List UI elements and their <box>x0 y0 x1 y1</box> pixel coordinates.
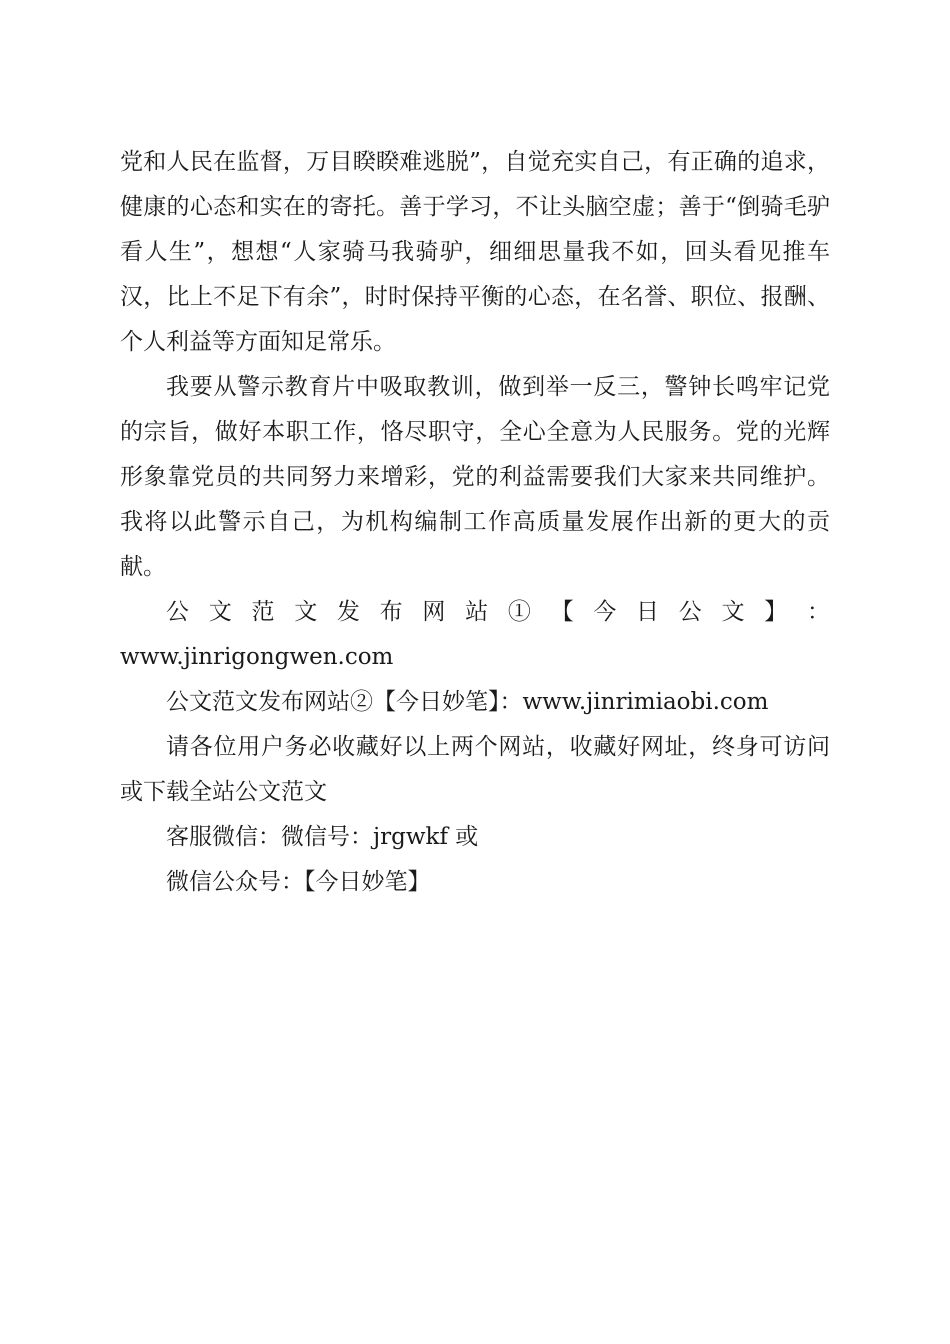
site1-url: www.jinrigongwen.com <box>120 644 394 670</box>
wechat-account-line: 微信公众号：【今日妙笔】 <box>166 869 431 895</box>
notice-paragraph: 请各位用户务必收藏好以上两个网站，收藏好网址，终身可访问或下载全站公文范文 <box>120 734 830 805</box>
site2-line: 公文范文发布网站②【今日妙笔】：www.jinrimiaobi.com <box>166 689 769 715</box>
service-wechat-line: 客服微信：微信号：jrgwkf 或 <box>166 824 479 850</box>
paragraph-continuation: 党和人民在监督，万目睽睽难逃脱”，自觉充实自己，有正确的追求，健康的心态和实在的寄托。善于学习，不让头脑空虚；善于“倒骑毛驴看人生”，想想“人家骑马我骑驴，细细思量我不如，回头看见推车汉，比上不足下有余”，时时保持平衡的心态，在名誉、职位、报酬、个人利益等方面知足常乐。 <box>120 149 830 355</box>
document-page <box>120 140 830 905</box>
paragraph-lesson: 我要从警示教育片中吸取教训，做到举一反三，警钟长鸣牢记党的宗旨，做好本职工作，恪尽职守，全心全意为人民服务。党的光辉形象靠党员的共同努力来增彩，党的利益需要我们大家来共同维护。我将以此警示自己，为机构编制工作高质量发展作出新的更大的贡献。 <box>120 374 830 580</box>
site1-label: 公 文 范 文 发 布 网 站 ① 【 今 日 公 文 】 ： <box>166 599 830 625</box>
